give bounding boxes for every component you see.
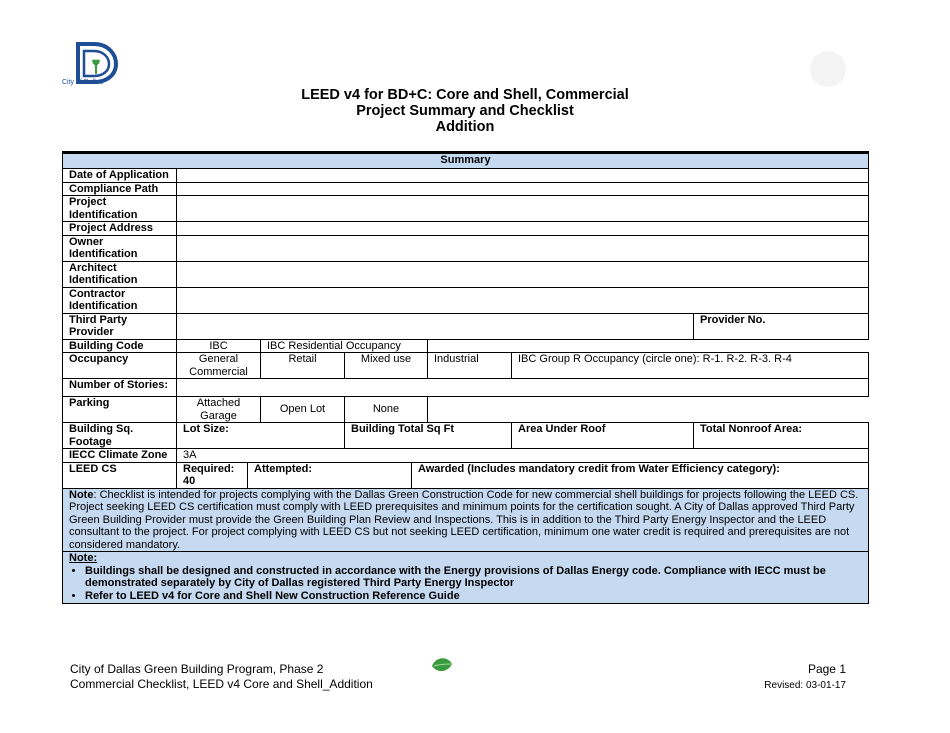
required-label: Required: [183,462,235,475]
number-of-stories-label: Number of Stories: [63,379,177,397]
footer-page-number: Page 1 [807,662,846,676]
number-of-stories-field[interactable] [177,379,869,397]
iecc-climate-zone-value[interactable]: 3A [177,449,869,463]
compliance-path-label: Compliance Path [63,182,177,196]
iecc-climate-zone-label: IECC Climate Zone [63,449,177,463]
total-nonroof-area-label[interactable]: Total Nonroof Area: [694,423,869,449]
logo-caption: City of Dallas [62,79,104,86]
parking-attached-garage[interactable]: Attached Garage [177,397,261,423]
contractor-identification-label: Contractor Identification [63,287,177,313]
note-checklist-intent [63,488,869,552]
compliance-path-field[interactable] [177,182,869,196]
title-line-2: Project Summary and Checklist [356,103,574,119]
building-code-ibc-residential[interactable]: IBC Residential Occupancy [261,339,428,353]
lot-size-label[interactable]: Lot Size: [177,423,345,449]
leed-cs-label: LEED CS [63,462,177,488]
project-address-field[interactable] [177,222,869,236]
building-code-label: Building Code [63,339,177,353]
occupancy-general-commercial[interactable]: General Commercial [177,353,261,379]
occupancy-mixed-use[interactable]: Mixed use [345,353,428,379]
parking-label: Parking [63,397,177,423]
leed-cs-required[interactable] [177,462,248,488]
title-line-1: LEED v4 for BD+C: Core and Shell, Commercial [301,87,629,103]
date-of-application-field[interactable] [177,169,869,183]
summary-header: Summary [63,153,869,169]
note-energy-compliance [63,552,869,604]
building-total-sq-ft-label[interactable]: Building Total Sq Ft [345,423,512,449]
note-text: : Checklist is intended for projects complying with the Dallas Green Construction Code for new commercial shell buildings for projects following the LEED CS. Project seeking LEED CS certification must comply with LEED prerequisites and minimum points for the certification sought. A City of Dallas approved Third Party Green Building Provider must provide the Green Building Plan Review and Inspections. This is in addition to the Third Party Energy Inspector and the LEED consultant to the project. For project complying with LEED CS but not seeking LEED certification, minimum one water credit is required and prerequisites are not considered mandatory. [69,488,859,551]
area-under-roof-label[interactable]: Area Under Roof [512,423,694,449]
third-party-provider-field[interactable] [177,313,694,339]
leed-cs-awarded[interactable]: Awarded (Includes mandatory credit from Water Efficiency category): [412,462,869,488]
note2-list [69,565,862,603]
building-code-ibc[interactable]: IBC [177,339,261,353]
leaf-icon [430,656,454,674]
note-prefix: Note [69,488,94,501]
parking-blank [428,397,869,423]
parking-open-lot[interactable]: Open Lot [261,397,345,423]
owner-identification-field[interactable] [177,235,869,261]
third-party-provider-label: Third Party Provider [63,313,177,339]
building-code-blank [428,339,869,353]
occupancy-group-r[interactable]: IBC Group R Occupancy (circle one): R-1. R-2. R-3. R-4 [512,353,869,379]
provider-no-label[interactable]: Provider No. [694,313,869,339]
note2-bullet-energy: • Buildings shall be designed and constructed in accordance with the Energy provisions of Dallas Energy code. Compliance with IECC must be demonstrated separately by City of Dallas registered Third Party Energy Inspector [85,565,862,590]
contractor-identification-field[interactable] [177,287,869,313]
project-address-label: Project Address [63,222,177,236]
building-sq-footage-label: Building Sq. Footage [63,423,177,449]
title-line-3: Addition [435,119,495,135]
occupancy-industrial[interactable]: Industrial [428,353,512,379]
project-identification-field[interactable] [177,196,869,222]
architect-identification-field[interactable] [177,261,869,287]
note2-bullet-reference-guide: • Refer to LEED v4 for Core and Shell New Construction Reference Guide [85,590,862,603]
footer-program: City of Dallas Green Building Program, Phase 2 [70,662,324,676]
architect-identification-label: Architect Identification [63,261,177,287]
occupancy-label: Occupancy [63,353,177,379]
footer-checklist-name: Commercial Checklist, LEED v4 Core and Shell_Addition [70,677,373,691]
faded-circle-decoration [810,51,846,87]
footer-revised-date: Revised: 03-01-17 [764,680,846,691]
parking-none[interactable]: None [345,397,428,423]
date-of-application-label: Date of Application [63,169,177,183]
note2-heading: Note: [69,552,98,564]
summary-table [62,151,869,604]
occupancy-retail[interactable]: Retail [261,353,345,379]
project-identification-label: Project Identification [63,196,177,222]
owner-identification-label: Owner Identification [63,235,177,261]
leed-cs-attempted[interactable]: Attempted: [248,462,412,488]
required-value: 40 [183,475,196,487]
